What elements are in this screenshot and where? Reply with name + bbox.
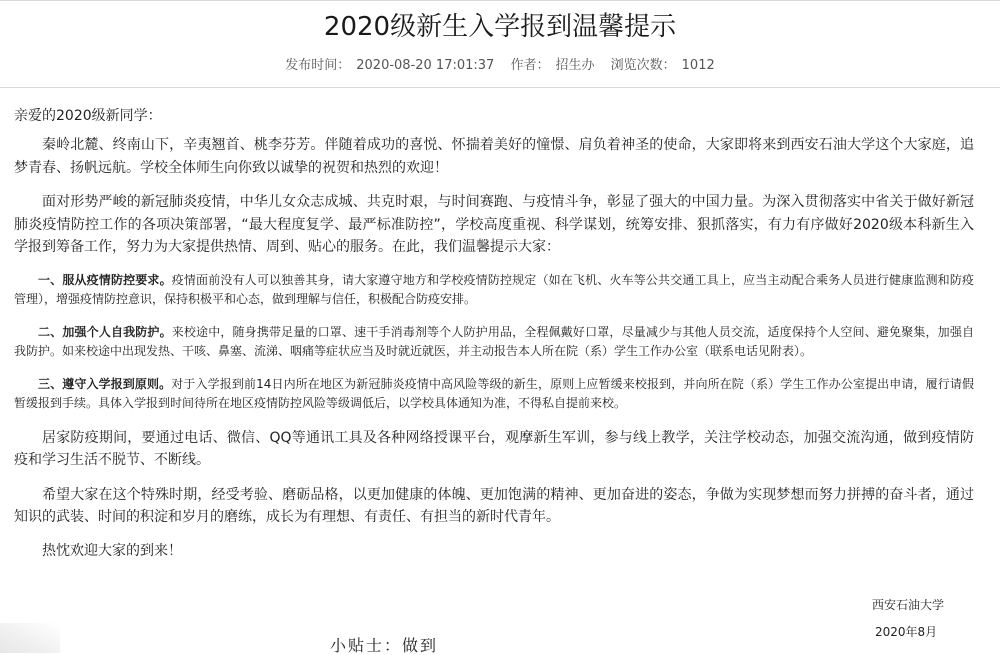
author-value: 招生办 xyxy=(555,58,595,73)
article-title: 2020级新生入学报到温馨提示 xyxy=(323,12,677,42)
notice-text: 对于入学报到前14日内所在地区为新冠肺炎疫情中高风险等级的新生，原则上应暂缓来校报到，并向所在院（系）学生工作办公室提出申请，履行请假暂缓报到手续。具体入学报到时间待所在地区疫情防控风险等级调低后，以学校具体通知为准，不得私自提前来校。 xyxy=(14,376,974,410)
corner-shadow xyxy=(0,623,60,653)
views-label: 浏览次数： xyxy=(610,58,676,73)
meta-divider xyxy=(0,87,1000,88)
closing-line: 热忱欢迎大家的到来！ xyxy=(42,542,182,559)
notice-heading: 二、加强个人自我防护。 xyxy=(38,324,172,339)
author-label: 作者： xyxy=(510,58,550,73)
notice-text: 来校途中，随身携带足量的口罩、速干手消毒剂等个人防护用品，全程佩戴好口罩，尽量减少与其他人员交流，适度保持个人空间、避免聚集，加强自我防护。如来校途中出现发热、干咳、鼻塞、流涕、咽痛等症状应当及时就近就医，并主动报告本人所在院（系）学生工作办公室（联系电话见附表）。 xyxy=(14,324,974,358)
paragraph-hope: 希望大家在这个特殊时期，经受考验、磨砺品格，以更加健康的体魄、更加饱满的精神、更加奋进的姿态，争做为实现梦想而努力拼搏的奋斗者，通过知识的武装、时间的积淀和岁月的磨练，成长为有理想、有责任、有担当的新时代青年。 xyxy=(14,486,974,525)
signature: 西安石油大学 xyxy=(872,598,945,612)
notice-item-3 xyxy=(14,375,974,413)
paragraph-welcome: 秦岭北麓、终南山下，辛夷翘首、桃李芬芳。伴随着成功的喜悦、怀揣着美好的憧憬、肩负着神圣的使命，大家即将来到西安石油大学这个大家庭，追梦青春、扬帆远航。学校全体师生向你致以诚挚的祝贺和热烈的欢迎！ xyxy=(14,137,974,176)
top-edge-line xyxy=(0,0,1000,1)
notice-heading: 三、遵守入学报到原则。 xyxy=(38,376,172,391)
article-body xyxy=(14,106,974,575)
signature-date: 2020年8月 xyxy=(875,625,938,639)
cut-off-text xyxy=(330,636,610,655)
notice-heading: 一、服从疫情防控要求。 xyxy=(38,272,172,287)
view-count xyxy=(608,58,718,73)
publish-value: 2020-08-20 17:01:37 xyxy=(356,58,495,73)
notice-item-1 xyxy=(14,271,974,309)
article-meta xyxy=(0,57,1000,75)
publish-label: 发布时间： xyxy=(285,58,351,73)
publish-time xyxy=(282,58,497,73)
notice-text: 疫情面前没有人可以独善其身，请大家遵守地方和学校疫情防控规定（如在飞机、火车等公共交通工具上，应当主动配合乘务人员进行健康监测和防疫管理），增强疫情防控意识，保持积极平和心态，做到理解与信任，积极配合防疫安排。 xyxy=(14,272,974,306)
cut-off-text-line: 小贴士：做到 xyxy=(330,636,439,655)
paragraph-context: 面对形势严峻的新冠肺炎疫情，中华儿女众志成城、共克时艰，与时间赛跑、与疫情斗争，彰显了强大的中国力量。为深入贯彻落实中省关于做好新冠肺炎疫情防控工作的各项决策部署，“最大程度复学、最严标准防控”，学校高度重视、科学谋划，统筹安排、狠抓落实，有力有序做好2020级本科新生入学报到筹备工作，努力为大家提供热情、周到、贴心的服务。在此，我们温馨提示大家： xyxy=(14,194,974,255)
greeting: 亲爱的2020级新同学： xyxy=(14,108,162,124)
paragraph-home-study: 居家防疫期间，要通过电话、微信、QQ等通讯工具及各种网络授课平台，观摩新生军训，参与线上教学，关注学校动态，加强交流沟通，做到疫情防疫和学习生活不脱节、不断线。 xyxy=(14,429,974,468)
notice-item-2 xyxy=(14,323,974,361)
views-value: 1012 xyxy=(681,58,715,73)
author xyxy=(507,58,597,73)
